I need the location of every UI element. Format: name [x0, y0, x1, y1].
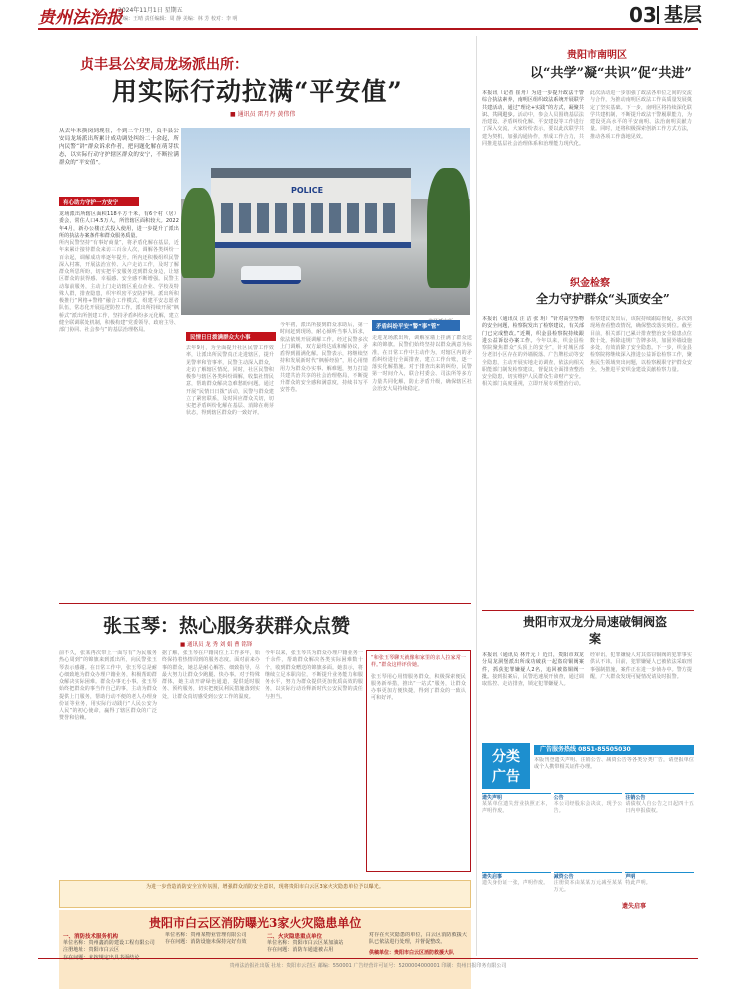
zhijin-body: 本报讯（通讯员 汪 洁 张 玥）“针对高空坠物的安全问题，检察院发出了检察建议，有关部门已完成整改。”近期，织金县检察院持续跟进公益诉讼办案工作。 [482, 316, 584, 344]
lead-body-text-1: 龙场派出所辖区面积118平方千米，有6个村（居）委会，常住人口4.5万人，所管辖区面积较大。2022年4月，新办公楼正式投入使用，进一步提升了派出所的执法办案条件和群众服务质量。 [59, 211, 179, 239]
shuanglong-col2: 经审讯，犯罪嫌疑人对其盗窃铜阀的犯罪事实供认不讳。目前，犯罪嫌疑人已被依法采取刑事强制措施，案件正在进一步侦办中。警方提醒，广大群众发现可疑情况请及时报警。 [590, 652, 692, 680]
baiyun-col2-item-1: 单位名称：贵州某物业管理有限公司 [165, 932, 247, 938]
zhijin-col1: 本报讯（通讯员 汪 洁 张 玥）“针对高空坠物的安全问题，检察院发出了检察建议，有关部门已完成整改。”近期，织金县检察院持续跟进公益诉讼办案工作。今年以来，织金县检察院聚焦群众“头顶上的安全”，针对城区部分老旧小区存在的外墙脱落、广告牌松动等安全隐患，主动开展实地走访调查，依法向相关职能部门制发检察建议，督促其全面排查整治安全隐患，切实维护人民群众生命财产安全。相关部门高度重视，立即开展专项整治行动。 [482, 316, 584, 388]
baiyun-col1-item-2: 注册地址：贵阳市白云区 [63, 947, 120, 954]
column-divider [476, 36, 477, 956]
ad-item: 遗失声明 某某单位遗失营业执照正本，声明作废。 [482, 793, 551, 869]
ad-item: 声明 特此声明。 [625, 872, 694, 948]
subhead-3-text: 矛盾纠纷平安“警”事“管” [376, 323, 440, 330]
baiyun-col3-item-2: 存在问题：消防车通道被占用 [267, 947, 334, 954]
police-station-photo [181, 128, 470, 315]
baiyun-section [59, 910, 471, 989]
zhang-col3: 今年以来，张玉琴共为群众办理户籍业务一千余件，帮助群众解决各类实际困难数十个，收到群众赠送的锦旗多面。她表示，将继续立足本职岗位，不断提升业务能力和服务水平，努力为群众提供更加优质高效的服务，以实际行动诠释新时代公安民警的责任与担当。 [265, 650, 363, 700]
zhijin-kicker: 织金检察 [570, 278, 610, 289]
zhang-quote-box [366, 650, 471, 872]
page-number: 03 [629, 3, 657, 27]
zhijin-title: 全力守护群众“头顶安全” [536, 292, 670, 306]
baiyun-col4 [369, 932, 467, 988]
footer-rule [38, 958, 698, 959]
police-sign: POLICE [291, 186, 324, 195]
ad-item: 公告 本公司经股东会决议，现予公告。 [554, 793, 623, 869]
lead-kicker: 贞丰县公安局龙场派出所： [80, 57, 248, 73]
tree-left [181, 188, 215, 278]
ad-item: 遗失启事 遗失身份证一张，声明作废。 [482, 872, 551, 948]
edition-info: 主编：王晴 责任编辑：周 静 美编：林 芳 校对：李 明 [118, 16, 238, 22]
zhang-title: 张玉琴：热心服务获群众点赞 [103, 615, 351, 637]
lead-byline: ■ 通讯员 雷月丹 黄伟伟 [230, 111, 296, 118]
tree-right [427, 168, 470, 288]
zhang-title-rule [59, 603, 471, 604]
nanming-col1: 本报讯（记者 崔舟）为进一步提升政法干警综合执法素养，南明区组织政法系统开展联学共建活动，通过“理论+实践”的方式，凝聚共识、共同进步。活动中，参会人员围绕基层法治建设、矛盾纠纷化解、平安建设等工作进行了深入交流，大家纷纷表示，要以此次联学共建为契机，加强沟通协作，形成工作合力，共同推进基层社会治理体系和治理能力现代化。 [482, 90, 584, 147]
zhang-body: 前不久，张某再次带上一面写有“为民服务 热心周到”的锦旗来到派出所，向民警张玉琴表示感谢。在日常工作中，张玉琴总是耐心细致地为群众办理户籍业务，积极帮助群众解决实际困难。 [59, 650, 157, 685]
ad-hotline: 广告服务热线 0851-85505030 [534, 745, 694, 755]
ad-item: 注销公告 请债权人自公告之日起四十五日内申报债权。 [625, 793, 694, 869]
lead-body-col3: 今年初，派出所接到群众求助后，第一时间赶到现场，耐心倾听当事人诉求，依法依规开展调解工作。经过民警多次上门调解，双方最终达成和解协议，矛盾得到圆满化解。民警表示，将继续坚持和发展新时代“枫桥经验”，用心用情用力为群众办实事、解难题，努力打造共建共治共享的社会治理格局，不断提升群众的安全感和满意度，持续书写平安答卷。 [280, 322, 368, 394]
baiyun-col2-item-2: 存在问题：消防设施未保持完好有效 [165, 939, 247, 946]
baiyun-col3-item-1: 单位名称：贵阳市白云区某加油站 [267, 940, 344, 946]
zhijin-col2: 检察建议发出后，该院持续跟踪督促，多次到现场查看整改情况，确保整改落实到位。截至目前，相关部门已累计排查整治安全隐患点位数十处，拆除违规广告牌多块，加固外墙设施多处，有效消除了安全隐患。下一步，织金县检察院将继续深入推进公益诉讼检察工作，聚焦民生领域突出问题，以检察履职守护群众安全，为推进平安织金建设贡献检察力量。 [590, 316, 692, 373]
zhang-col1: 前不久，张某再次带上一面写有“为民服务 热心周到”的锦旗来到派出所，向民警张玉琴表示感谢。在日常工作中，张玉琴总是耐心细致地为群众办理户籍业务，积极帮助群众解决实际困难。群众办事无小事。张玉琴始终把群众的事当作自己的事，主动为群众提供上门服务，帮助行动不便的老人办理身份证等业务，用实际行动践行“人民公安为人民”的初心使命，赢得了辖区群众的广泛赞誉和信赖。 [59, 650, 157, 722]
lead-intro: 从去年末换岗到现在，不到三个月里，贞丰县公安局龙场派出所累计成功调处纠纷二十余起，所内民警“讲”群众诉求作者，把问题化解在萌芽状态，以实际行动守护辖区群众的安宁，不断拉满群众的“平安值”。 [59, 128, 179, 166]
lead-title: 用实际行动拉满“平安值” [112, 77, 403, 106]
subhead-1-text: 有心助力守护一方安宁 [63, 199, 119, 206]
baiyun-title: 贵阳市白云区消防曝光3家火灾隐患单位 [149, 916, 362, 930]
zhang-col4: 张玉琴用心用情服务群众，积极探索便民服务新举措，推出“一站式”服务，让群众办事更加方便快捷，得到了群众的一致认可和好评。 [371, 673, 466, 702]
issue-date: 2024年11月1日 星期五 [118, 7, 183, 14]
lead-subhead-3 [372, 320, 460, 331]
section-name: 基层 [664, 4, 703, 26]
zhang-quote: “和张玉琴聊天就像和家里的亲人拉家常一样。”群众这样评价她。 [371, 655, 466, 669]
zhang-byline: ■ 通讯员 龙 秀 刘 娟 曹 铭锋 [180, 642, 253, 648]
section-divider [657, 6, 659, 24]
lead-body-col1: 龙场派出所辖区面积118平方千米，有6个村（居）委会，常住人口4.5万人，所管辖区面积较大。2022年4月，新办公楼正式投入使用，进一步提升了派出所的执法办案条件和群众服务质量。 所内民警坚持“有事好商量”，将矛盾化解在基层，近年来累计接待群众来访三百余人次，调解各类纠纷一百余起，调解成功率逐年提升。所内还积极组织民警深入村寨，开展法治宣传、入户走访工作，及时了解群众所思所盼，切实把平安服务送到群众身边，让辖区群众的获得感、幸福感、安全感不断增强。民警主动靠前服务，主动上门走访辖区重点企业、学校及特殊人群，排查隐患，织牢织密平安防护网。派出所积极推行“网格+警格”融合工作模式，组建平安志愿者队伍，常态化开展巡逻防控工作。派出所持续开展“枫桥式”派出所创建工作，坚持矛盾纠纷多元化解，建立健全联调联处机制，积极构建“党委领导、政府主导、部门协同、社会参与”的基层治理格局。 [59, 211, 179, 333]
paper-name: 贵州法治报 [38, 8, 123, 28]
ad-intro: 本版刊登遗失声明、注销公告、减资公告等各类分类广告，请登报单位或个人携带相关证件办理。 [534, 757, 694, 771]
police-car [241, 266, 301, 284]
nanming-col2: 此次活动进一步加强了政法各单位之间的交流与合作，为推动南明区政法工作高质量发展奠定了坚实基础。下一步，南明区将持续深化联学共建机制，不断提升政法干警履职能力，为建设更高水平的平安南明、法治南明贡献力量。同时，还将积极探索创新工作方式方法，推动各项工作落地见效。 [590, 90, 692, 140]
classifieds-label-main: 分类 [492, 749, 520, 765]
building-roof [211, 168, 411, 178]
baiyun-col1 [63, 932, 158, 988]
ad-notice-title: 遗失启事 [622, 903, 647, 910]
baiyun-col4-foot: 供稿单位：贵阳市白云区消防救援大队 [369, 949, 455, 956]
shuanglong-col1: 本报讯（通讯员 林开元 ）近日，贵阳市双龙分局龙洞堡派出所成功破获一起盗窃铜阀案件，抓获犯罪嫌疑人2名，追回被盗铜阀一批。接到报案后，民警迅速展开侦查，通过调取监控、走访排查，锁定犯罪嫌疑人。 [482, 652, 584, 687]
shuanglong-body: 本报讯（通讯员 林开元 ）近日，贵阳市双龙分局龙洞堡派出所成功破获一起盗窃铜阀案件，抓获犯罪嫌疑人2名，追回被盗铜阀一批。 [482, 652, 584, 680]
footer-text: 贵州法治报社出版 社址：贵阳市云岩区 邮编：550001 广告经营许可证号：5200004000001 印刷：贵州日报印务有限公司 [229, 963, 507, 969]
classifieds-label [482, 743, 530, 789]
baiyun-col4-text: 对存在火灾隐患的单位，白云区消防救援大队已依法进行处理，并督促整改。 [369, 932, 467, 946]
lead-subhead-2 [186, 332, 276, 341]
subhead-2-text: 民情日日拨满群众大小事 [190, 334, 251, 341]
shuanglong-title: 贵阳市双龙分局速破铜阀盗案 [522, 615, 667, 646]
fire-notice-text: 为进一步营造消防安全宣传氛围，增强群众消防安全意识，现将贵阳市白云区3家火灾隐患单位予以曝光。 [146, 884, 384, 890]
lead-body-col2: 去年9月，为全面提升社区民警工作效率，让派出所民警真正走进辖区，提升见警率和管事率，民警主动深入群众，走访了解辖区情况。同时，社区民警积极参与辖区各类纠纷调解，收集社情民意，帮助群众解决急难愁盼问题。通过开展“民情日日拨”活动，民警与群众建立了紧密联系，及时回应群众关切，切实把矛盾纠纷化解在基层、消除在萌芽状态，得到辖区群众的一致好评。 [186, 345, 274, 417]
lead-subhead-1 [59, 197, 139, 206]
fire-notice-banner [59, 880, 471, 908]
building-windows [221, 203, 401, 233]
baiyun-col3 [267, 932, 362, 988]
baiyun-col1-head: 一、消防技术服务机构 [63, 934, 119, 940]
baiyun-col2 [165, 932, 260, 988]
nanming-body: 本报讯（记者 崔舟）为进一步提升政法干警综合执法素养，南明区组织政法系统开展联学共建活动，通过“理论+实践”的方式，凝聚共识、共同进步。 [482, 90, 584, 118]
zhang-col2: 据了解，张玉琴在户籍岗位上工作多年，始终保持着热情周到的服务态度。面对前来办事的群众，她总是耐心解答、细致指导，尽最大努力让群众少跑腿、快办事。对于特殊群体，她主动开辟绿色通道，提供延时服务、预约服务，切实把便民利民措施落到实处，让群众真切感受到公安工作的温度。 [162, 650, 260, 700]
classifieds-section [482, 743, 694, 953]
ad-grid [482, 793, 694, 948]
nanming-title: 以“共学”凝“共识”促“共进” [530, 66, 692, 81]
masthead-rule [38, 28, 698, 30]
ad-item: 减资公告 注册资本由某某万元减至某某万元。 [554, 872, 623, 948]
lead-body-col4: 走进龙场派出所，调解室墙上挂满了群众送来的锦旗。民警们始终坚持以群众满意为标准，在日常工作中主动作为，对辖区内的矛盾纠纷进行全面排查，建立工作台账，逐一落实化解措施。对于排查出来的纠纷，民警第一时间介入，联合村委会、司法所等多方力量共同化解，防止矛盾升级，确保辖区社会治安大局持续稳定。 [372, 335, 472, 392]
baiyun-col3-head: 二、火灾隐患重点单位 [267, 934, 323, 940]
baiyun-col1-item-1: 单位名称：贵州鑫消防建设工程有限公司 [63, 940, 155, 946]
classifieds-label-sub: 广告 [492, 769, 520, 785]
shuanglong-title-bar [482, 610, 694, 611]
nanming-kicker: 贵阳市南明区 [567, 50, 627, 61]
masthead [0, 0, 735, 30]
